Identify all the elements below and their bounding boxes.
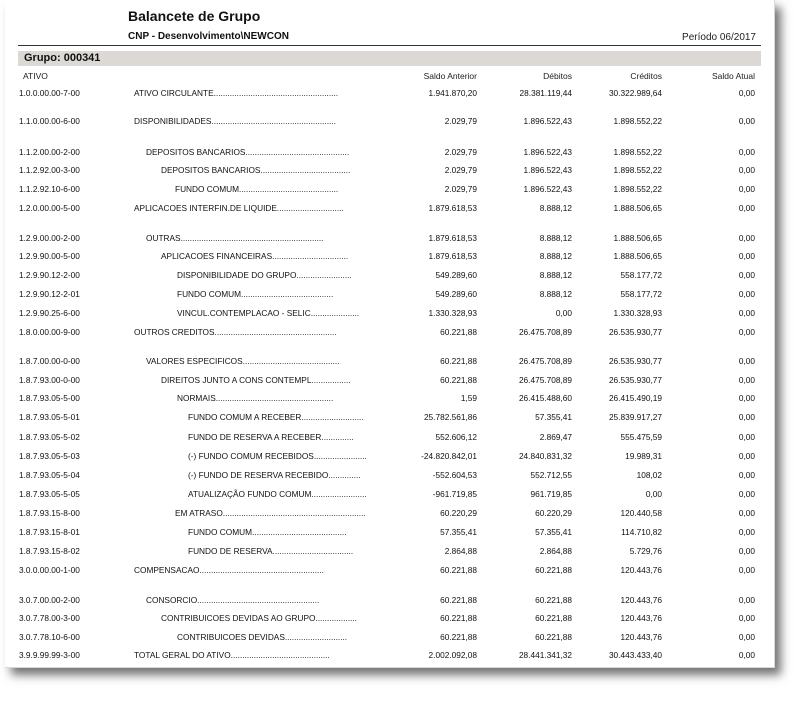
account-description: (-) FUNDO DE RESERVA RECEBIDO.............. xyxy=(188,470,361,480)
account-code: 1.8.7.93.00-0-00 xyxy=(19,375,80,385)
account-description: DIREITOS JUNTO A CONS CONTEMPL................. xyxy=(161,375,351,385)
table-row xyxy=(5,356,774,368)
table-row xyxy=(5,565,774,577)
creditos-value: 1.888.506,65 xyxy=(613,233,662,243)
account-code: 1.8.7.93.05-5-00 xyxy=(19,393,80,403)
account-code: 1.8.7.93.05-5-02 xyxy=(19,432,80,442)
creditos-value: 1.898.552,22 xyxy=(613,116,662,126)
table-row xyxy=(5,595,774,607)
table-row xyxy=(5,116,774,128)
creditos-value: 120.443,76 xyxy=(620,565,662,575)
debitos-value: 24.840.831,32 xyxy=(518,451,572,461)
saldo-anterior-value: -24.820.842,01 xyxy=(421,451,477,461)
account-description: FUNDO DE RESERVA A RECEBER.............. xyxy=(188,432,354,442)
saldo-atual-value: 0,00 xyxy=(738,508,755,518)
debitos-value: 0,00 xyxy=(555,308,572,318)
table-row xyxy=(5,375,774,387)
account-code: 1.8.7.93.05-5-04 xyxy=(19,470,80,480)
debitos-value: 28.441.341,32 xyxy=(518,650,572,660)
saldo-anterior-value: -961.719,85 xyxy=(432,489,477,499)
saldo-atual-value: 0,00 xyxy=(738,375,755,385)
account-description: TOTAL GERAL DO ATIVO........................................... xyxy=(134,650,330,660)
creditos-value: 558.177,72 xyxy=(620,270,662,280)
account-code: 3.9.9.99.99-3-00 xyxy=(19,650,80,660)
group-bar xyxy=(18,51,761,66)
account-code: 3.0.0.00.00-1-00 xyxy=(19,565,80,575)
creditos-value: 30.443.433,40 xyxy=(608,650,662,660)
debitos-value: 8.888,12 xyxy=(539,203,572,213)
saldo-atual-value: 0,00 xyxy=(738,147,755,157)
table-row xyxy=(5,489,774,501)
account-code: 1.8.7.93.05-5-03 xyxy=(19,451,80,461)
account-description: CONTRIBUICOES DEVIDAS........................... xyxy=(177,632,348,642)
saldo-anterior-value: 552.606,12 xyxy=(435,432,477,442)
table-row xyxy=(5,412,774,424)
creditos-value: 120.440,58 xyxy=(620,508,662,518)
creditos-value: 25.839.917,27 xyxy=(608,412,662,422)
account-code: 1.8.7.93.15-8-00 xyxy=(19,508,80,518)
saldo-atual-value: 0,00 xyxy=(738,565,755,575)
creditos-value: 19.989,31 xyxy=(625,451,662,461)
report-title: Balancete de Grupo xyxy=(128,8,261,24)
account-code: 1.1.0.00.00-6-00 xyxy=(19,116,80,126)
account-description: FUNDO DE RESERVA................................... xyxy=(188,546,354,556)
account-code: 3.0.7.78.10-6-00 xyxy=(19,632,80,642)
table-row xyxy=(5,432,774,444)
debitos-value: 961.719,85 xyxy=(530,489,572,499)
account-code: 1.2.9.90.12-2-01 xyxy=(19,289,80,299)
table-row xyxy=(5,88,774,100)
debitos-value: 1.896.522,43 xyxy=(523,147,572,157)
account-code: 1.2.9.90.12-2-00 xyxy=(19,270,80,280)
creditos-value: 1.888.506,65 xyxy=(613,203,662,213)
creditos-value: 5.729,76 xyxy=(629,546,662,556)
group-label: Grupo: 000341 xyxy=(24,52,101,64)
account-description: CONSORCIO..................................................... xyxy=(146,595,320,605)
saldo-anterior-value: -552.604,53 xyxy=(432,470,477,480)
saldo-atual-value: 0,00 xyxy=(738,270,755,280)
account-description: DEPOSITOS BANCARIOS....................................... xyxy=(161,165,351,175)
saldo-atual-value: 0,00 xyxy=(738,356,755,366)
table-row xyxy=(5,613,774,625)
debitos-value: 60.221,88 xyxy=(535,565,572,575)
creditos-value: 1.898.552,22 xyxy=(613,147,662,157)
saldo-atual-value: 0,00 xyxy=(738,116,755,126)
debitos-value: 2.864,88 xyxy=(539,546,572,556)
table-row xyxy=(5,546,774,558)
creditos-value: 0,00 xyxy=(645,489,662,499)
table-row xyxy=(5,508,774,520)
saldo-anterior-value: 549.289,60 xyxy=(435,270,477,280)
creditos-value: 26.535.930,77 xyxy=(608,327,662,337)
report-subtitle: CNP - Desenvolvimento\NEWCON xyxy=(128,31,289,42)
saldo-anterior-value: 1.879.618,53 xyxy=(428,203,477,213)
account-description: CONTRIBUICOES DEVIDAS AO GRUPO.................. xyxy=(161,613,357,623)
account-description: DISPONIBILIDADE DO GRUPO........................ xyxy=(177,270,352,280)
saldo-atual-value: 0,00 xyxy=(738,233,755,243)
account-description: OUTRAS.............................................................. xyxy=(146,233,324,243)
table-row xyxy=(5,393,774,405)
debitos-value: 26.475.708,89 xyxy=(518,356,572,366)
debitos-value: 26.475.708,89 xyxy=(518,375,572,385)
saldo-atual-value: 0,00 xyxy=(738,308,755,318)
debitos-value: 8.888,12 xyxy=(539,270,572,280)
saldo-anterior-value: 60.220,29 xyxy=(440,508,477,518)
debitos-value: 2.869,47 xyxy=(539,432,572,442)
debitos-value: 57.355,41 xyxy=(535,412,572,422)
debitos-value: 26.475.708,89 xyxy=(518,327,572,337)
creditos-value: 108,02 xyxy=(636,470,662,480)
account-description: FUNDO COMUM......................................... xyxy=(188,527,347,537)
table-row xyxy=(5,147,774,159)
creditos-value: 26.415.490,19 xyxy=(608,393,662,403)
account-code: 1.8.7.93.05-5-05 xyxy=(19,489,80,499)
table-row xyxy=(5,165,774,177)
account-code: 1.8.7.00.00-0-00 xyxy=(19,356,80,366)
table-row xyxy=(5,233,774,245)
creditos-value: 120.443,76 xyxy=(620,595,662,605)
saldo-anterior-value: 2.864,88 xyxy=(444,546,477,556)
creditos-value: 30.322.989,64 xyxy=(608,88,662,98)
account-description: VALORES ESPECIFICOS.......................................... xyxy=(146,356,340,366)
debitos-value: 28.381.119,44 xyxy=(519,88,572,98)
creditos-value: 26.535.930,77 xyxy=(608,375,662,385)
account-description: DISPONIBILIDADES...................................................... xyxy=(134,116,336,126)
account-description: DEPOSITOS BANCARIOS............................................. xyxy=(146,147,350,157)
saldo-atual-value: 0,00 xyxy=(738,289,755,299)
saldo-anterior-value: 60.221,88 xyxy=(440,613,477,623)
saldo-anterior-value: 2.029,79 xyxy=(444,184,477,194)
account-code: 1.8.0.00.00-9-00 xyxy=(19,327,80,337)
account-code: 1.0.0.00.00-7-00 xyxy=(19,88,80,98)
account-code: 1.2.9.90.25-6-00 xyxy=(19,308,80,318)
saldo-anterior-value: 2.029,79 xyxy=(444,116,477,126)
table-row xyxy=(5,270,774,282)
saldo-anterior-value: 2.029,79 xyxy=(444,165,477,175)
debitos-value: 552.712,55 xyxy=(530,470,572,480)
creditos-value: 558.177,72 xyxy=(620,289,662,299)
debitos-value: 1.896.522,43 xyxy=(523,184,572,194)
saldo-anterior-value: 60.221,88 xyxy=(440,327,477,337)
report-page xyxy=(5,0,775,668)
account-code: 1.8.7.93.15-8-02 xyxy=(19,546,80,556)
saldo-atual-value: 0,00 xyxy=(738,470,755,480)
account-description: ATIVO CIRCULANTE...................................................... xyxy=(134,88,339,98)
creditos-value: 120.443,76 xyxy=(620,632,662,642)
saldo-anterior-value: 60.221,88 xyxy=(440,375,477,385)
column-header-debitos: Débitos xyxy=(543,71,572,81)
account-code: 1.2.9.00.00-2-00 xyxy=(19,233,80,243)
creditos-value: 1.330.328,93 xyxy=(613,308,662,318)
table-row xyxy=(5,184,774,196)
saldo-atual-value: 0,00 xyxy=(738,432,755,442)
debitos-value: 1.896.522,43 xyxy=(523,165,572,175)
saldo-anterior-value: 25.782.561,86 xyxy=(423,412,477,422)
table-row xyxy=(5,327,774,339)
creditos-value: 1.898.552,22 xyxy=(613,184,662,194)
saldo-anterior-value: 1.879.618,53 xyxy=(428,251,477,261)
account-description: FUNDO COMUM........................................... xyxy=(175,184,339,194)
saldo-atual-value: 0,00 xyxy=(738,613,755,623)
table-row xyxy=(5,251,774,263)
saldo-anterior-value: 60.221,88 xyxy=(440,356,477,366)
saldo-atual-value: 0,00 xyxy=(738,632,755,642)
debitos-value: 8.888,12 xyxy=(539,251,572,261)
account-description: ATUALIZAÇÃO FUNDO COMUM........................ xyxy=(188,489,367,499)
account-description: COMPENSACAO...................................................... xyxy=(134,565,324,575)
table-row xyxy=(5,308,774,320)
account-description: APLICACOES INTERFIN.DE LIQUIDE............................. xyxy=(134,203,344,213)
account-code: 1.2.9.90.00-5-00 xyxy=(19,251,80,261)
creditos-value: 1.898.552,22 xyxy=(613,165,662,175)
report-period: Período 06/2017 xyxy=(682,32,756,43)
account-code: 3.0.7.00.00-2-00 xyxy=(19,595,80,605)
debitos-value: 8.888,12 xyxy=(539,233,572,243)
saldo-atual-value: 0,00 xyxy=(738,165,755,175)
saldo-atual-value: 0,00 xyxy=(738,527,755,537)
table-row xyxy=(5,470,774,482)
debitos-value: 60.221,88 xyxy=(535,632,572,642)
table-row xyxy=(5,289,774,301)
saldo-anterior-value: 60.221,88 xyxy=(440,595,477,605)
account-description: EM ATRASO.............................................................. xyxy=(175,508,366,518)
saldo-anterior-value: 1.941.870,20 xyxy=(428,88,477,98)
saldo-atual-value: 0,00 xyxy=(738,546,755,556)
table-row xyxy=(5,632,774,644)
column-header-creditos: Créditos xyxy=(630,71,662,81)
account-code: 1.1.2.92.10-6-00 xyxy=(19,184,80,194)
account-description: (-) FUNDO COMUM RECEBIDOS....................... xyxy=(188,451,367,461)
table-row xyxy=(5,650,774,662)
saldo-atual-value: 0,00 xyxy=(738,251,755,261)
column-header-saldo-atual: Saldo Atual xyxy=(711,71,755,81)
table-row xyxy=(5,527,774,539)
creditos-value: 26.535.930,77 xyxy=(608,356,662,366)
account-description: NORMAIS................................................... xyxy=(177,393,334,403)
account-code: 1.2.0.00.00-5-00 xyxy=(19,203,80,213)
column-header-saldo-anterior: Saldo Anterior xyxy=(423,71,477,81)
saldo-anterior-value: 549.289,60 xyxy=(435,289,477,299)
account-code: 3.0.7.78.00-3-00 xyxy=(19,613,80,623)
creditos-value: 120.443,76 xyxy=(620,613,662,623)
saldo-anterior-value: 60.221,88 xyxy=(440,565,477,575)
debitos-value: 60.221,88 xyxy=(535,595,572,605)
saldo-atual-value: 0,00 xyxy=(738,203,755,213)
saldo-atual-value: 0,00 xyxy=(738,650,755,660)
debitos-value: 26.415.488,60 xyxy=(518,393,572,403)
saldo-anterior-value: 2.002.092,08 xyxy=(428,650,477,660)
saldo-atual-value: 0,00 xyxy=(738,184,755,194)
creditos-value: 555.475,59 xyxy=(620,432,662,442)
account-description: OUTROS CREDITOS..................................................... xyxy=(134,327,337,337)
saldo-atual-value: 0,00 xyxy=(738,595,755,605)
column-header-section: ATIVO xyxy=(23,71,48,81)
saldo-atual-value: 0,00 xyxy=(738,489,755,499)
account-description: VINCUL.CONTEMPLACAO - SELIC..................... xyxy=(177,308,360,318)
saldo-atual-value: 0,00 xyxy=(738,451,755,461)
header-divider xyxy=(18,45,761,46)
saldo-anterior-value: 1.879.618,53 xyxy=(428,233,477,243)
saldo-anterior-value: 57.355,41 xyxy=(440,527,477,537)
account-code: 1.8.7.93.15-8-01 xyxy=(19,527,80,537)
saldo-atual-value: 0,00 xyxy=(738,412,755,422)
saldo-atual-value: 0,00 xyxy=(738,88,755,98)
debitos-value: 1.896.522,43 xyxy=(523,116,572,126)
account-code: 1.1.2.00.00-2-00 xyxy=(19,147,80,157)
debitos-value: 8.888,12 xyxy=(539,289,572,299)
saldo-anterior-value: 60.221,88 xyxy=(440,632,477,642)
table-row xyxy=(5,451,774,463)
saldo-atual-value: 0,00 xyxy=(738,327,755,337)
creditos-value: 1.888.506,65 xyxy=(613,251,662,261)
debitos-value: 57.355,41 xyxy=(535,527,572,537)
debitos-value: 60.221,88 xyxy=(535,613,572,623)
creditos-value: 114.710,82 xyxy=(621,527,662,537)
saldo-anterior-value: 2.029,79 xyxy=(444,147,477,157)
saldo-anterior-value: 1,59 xyxy=(460,393,477,403)
account-code: 1.8.7.93.05-5-01 xyxy=(19,412,80,422)
debitos-value: 60.220,29 xyxy=(535,508,572,518)
saldo-anterior-value: 1.330.328,93 xyxy=(428,308,477,318)
account-description: APLICACOES FINANCEIRAS................................. xyxy=(161,251,349,261)
account-description: FUNDO COMUM........................................ xyxy=(177,289,334,299)
account-description: FUNDO COMUM A RECEBER........................... xyxy=(188,412,364,422)
table-row xyxy=(5,203,774,215)
account-code: 1.1.2.92.00-3-00 xyxy=(19,165,80,175)
saldo-atual-value: 0,00 xyxy=(738,393,755,403)
